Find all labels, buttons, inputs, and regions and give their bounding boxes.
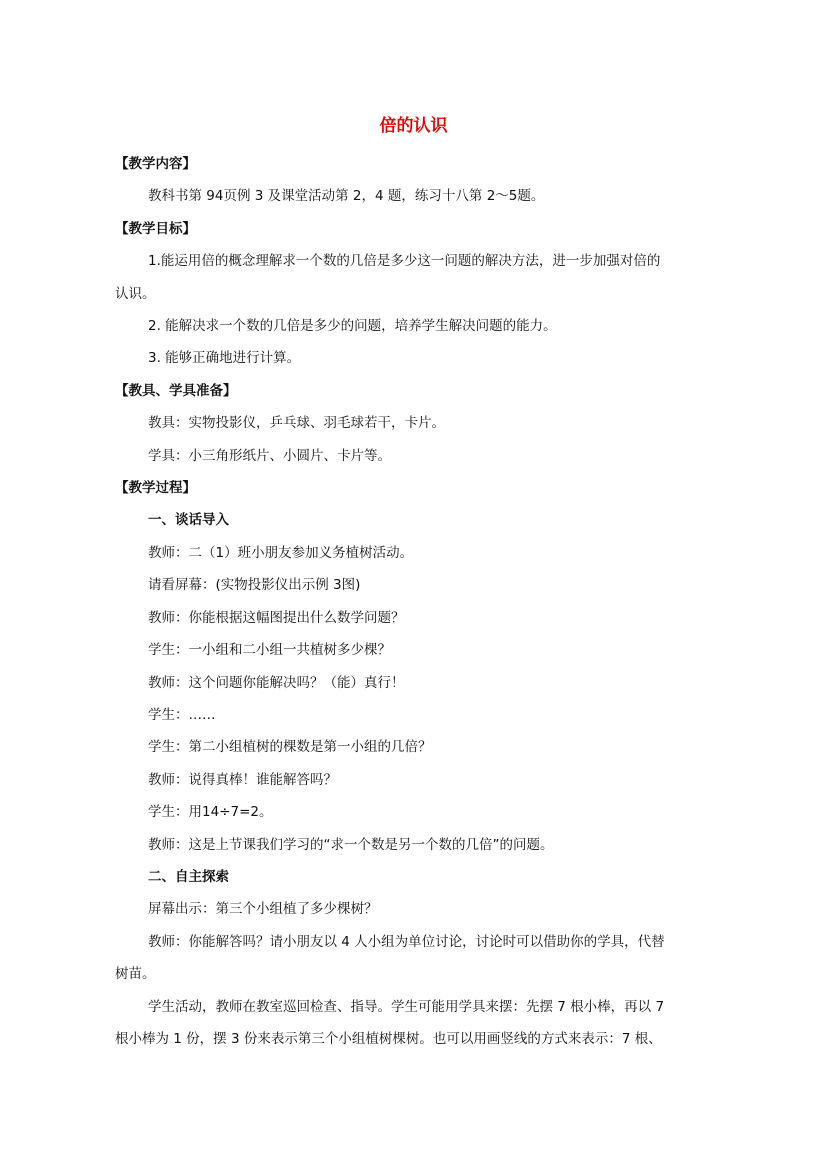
subsection-heading: 二、自主探索 [148, 868, 229, 885]
document-body [115, 148, 705, 1055]
paragraph-line: 认识。 [115, 285, 156, 302]
paragraph-line: 请看屏幕：(实物投影仪出示例 3图) [148, 577, 361, 594]
document-title: 倍的认识 [379, 116, 448, 136]
paragraph-line: 教师：这个问题你能解决吗？（能）真行！ [148, 674, 405, 691]
paragraph-line: 教师：你能根据这幅图提出什么数学问题？ [148, 609, 405, 626]
paragraph-line: 学生活动，教师在教室巡回检查、指导。学生可能用学具来摆：先摆 7 根小棒，再以 7 [148, 998, 665, 1015]
paragraph-line: 学生：一小组和二小组一共植树多少棵？ [148, 642, 391, 659]
paragraph-line: 教科书第 94页例 3 及课堂活动第 2，4 题，练习十八第 2～5题。 [148, 188, 545, 205]
paragraph-line: 教师：你能解答吗？请小朋友以 4 人小组为单位讨论，讨论时可以借助你的学具，代替 [148, 933, 665, 950]
section-heading: 【教学过程】 [115, 480, 196, 497]
paragraph-line: 学生：第二小组植树的棵数是第一小组的几倍？ [148, 739, 432, 756]
section-heading: 【教具、学具准备】 [115, 382, 237, 399]
paragraph-line: 学生：用14÷7=2。 [148, 804, 273, 821]
paragraph-line: 教师：这是上节课我们学习的“求一个数是另一个数的几倍”的问题。 [148, 836, 554, 853]
paragraph-line: 学生：…… [148, 706, 216, 723]
section-heading: 【教学内容】 [115, 156, 196, 172]
paragraph-line: 教师：说得真棒！谁能解答吗？ [148, 771, 337, 788]
paragraph-line: 树苗。 [115, 966, 156, 983]
subsection-heading: 一、谈话导入 [148, 512, 229, 529]
paragraph-line: 3. 能够正确地进行计算。 [148, 350, 301, 367]
paragraph-line: 教师：二（1）班小朋友参加义务植树活动。 [148, 544, 414, 561]
paragraph-line: 屏幕出示：第三个小组植了多少棵树？ [148, 901, 378, 918]
paragraph-line: 2. 能解决求一个数的几倍是多少的问题，培养学生解决问题的能力。 [148, 318, 557, 335]
paragraph-line: 1.能运用倍的概念理解求一个数的几倍是多少这一问题的解决方法，进一步加强对倍的 [148, 253, 661, 270]
paragraph-line: 根小棒为 1 份，摆 3 份来表示第三个小组植树棵树。也可以用画竖线的方式来表示：7 根、 [115, 1030, 662, 1047]
section-heading: 【教学目标】 [115, 220, 196, 237]
paragraph-line: 学具：小三角形纸片、小圆片、卡片等。 [148, 447, 391, 464]
paragraph-line: 教具：实物投影仪，乒乓球、羽毛球若干，卡片。 [148, 415, 445, 432]
